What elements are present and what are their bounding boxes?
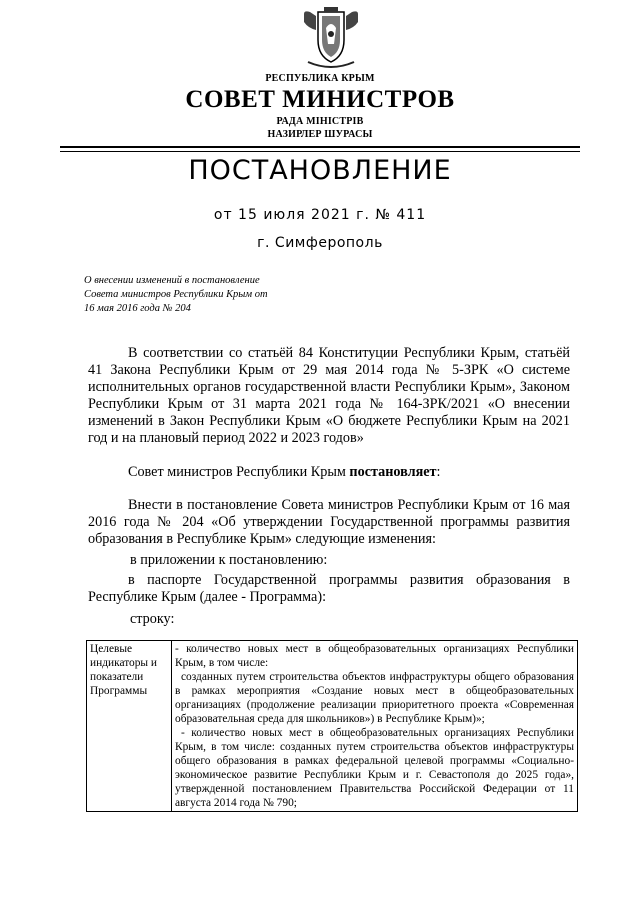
council-title: СОВЕТ МИНИСТРОВ bbox=[185, 86, 455, 113]
resolution-text: Совет министров Республики Крым bbox=[128, 464, 350, 480]
indicator-label-cell: Целевые индикаторы и показатели Программы bbox=[87, 641, 172, 812]
indicators-table bbox=[86, 640, 578, 812]
indicator-value-cell bbox=[172, 641, 578, 812]
row-label: строку: bbox=[130, 611, 175, 627]
document-subject bbox=[84, 274, 354, 316]
resolution-colon: : bbox=[436, 464, 441, 480]
preamble-paragraph: В соответствии со статьёй 84 Конституции Республики Крым, статьёй 41 Закона Республики Крым от 29 мая 2014 года № 5-ЗРК «О системе исполнительных органов государственной власти Республики Крым», Законом Республики Крым от 31 марта 2021 года № 164-ЗРК/2021 «О внесении изменений в Закон Республики Крым «О бюджете Республики Крым на 2021 год и на плановый период 2022 и 2023 годов» bbox=[88, 345, 570, 446]
subject-line: О внесении изменений в постановление bbox=[84, 275, 260, 286]
indicator-paragraph: созданных путем строительства объектов инфраструктуры общего образования в рамках мероприятия «Создание новых мест в общеобразовательных организациях (продолжение реализации приоритетного проекта «Современная образовательная среда для школьников») в Республике Крым)»; bbox=[175, 671, 574, 725]
amendment-paragraph: Внести в постановление Совета министров Республики Крым от 16 мая 2016 года № 204 «Об утверждении Государственной программы развития образования в Республике Крым» следующие изменения: bbox=[88, 497, 570, 547]
subject-line: Совета министров Республики Крым от bbox=[84, 289, 268, 300]
council-title-ukrainian: РАДА МІНІСТРІВ bbox=[276, 116, 364, 127]
council-title-crimean-tatar: НАЗИРЛЕР ШУРАСЫ bbox=[267, 129, 373, 140]
table-row bbox=[87, 641, 578, 812]
indicator-paragraph: - количество новых мест в общеобразовательных организациях Республики Крым, в том числе: созданных путем строительства объектов инфраструктуры общего образования в рамках федеральной целевой программы «Социально-экономическое развитие Республики Крым и г. Севастополя до 2025 года», утвержденной постановлением Правительства Российской Федерации от 11 августа 2014 года № 790; bbox=[175, 727, 574, 809]
city: г. Симферополь bbox=[257, 235, 383, 251]
subject-line: 16 мая 2016 года № 204 bbox=[84, 303, 191, 314]
date-and-number: от 15 июля 2021 г. № 411 bbox=[213, 207, 427, 223]
republic-title: РЕСПУБЛИКА КРЫМ bbox=[265, 73, 375, 84]
passport-paragraph: в паспорте Государственной программы развития образования в Республике Крым (далее - Программа): bbox=[88, 572, 570, 605]
header-divider-thin bbox=[60, 151, 580, 152]
indicator-paragraph: - количество новых мест в общеобразовательных организациях Республики Крым, в том числе: bbox=[175, 643, 574, 669]
document-type: ПОСТАНОВЛЕНИЕ bbox=[188, 155, 452, 186]
resolution-keyword: постановляет bbox=[349, 464, 437, 480]
annex-line: в приложении к постановлению: bbox=[130, 552, 328, 568]
resolution-paragraph bbox=[88, 464, 570, 481]
crimea-coat-of-arms-icon bbox=[298, 6, 364, 72]
header-divider-thick bbox=[60, 146, 580, 148]
